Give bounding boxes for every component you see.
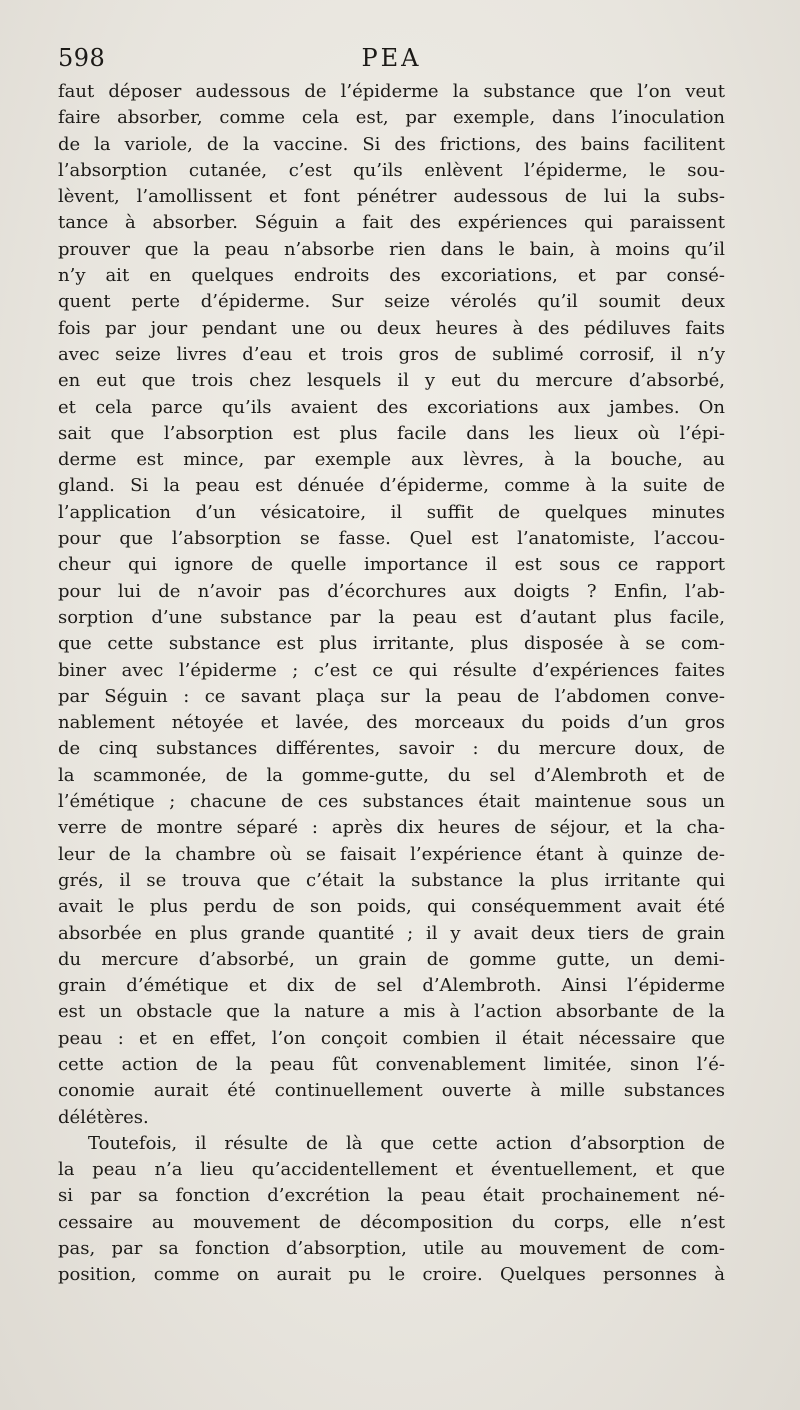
- text-line: absorbée en plus grande quantité ; il y avait deux tiers de grain: [58, 922, 725, 944]
- text-line: pas, par sa fonction d’absorption, utile au mouvement de com-: [58, 1238, 725, 1260]
- text-line: peau : et en effet, l’on conçoit combien il était nécessaire que: [58, 1027, 725, 1049]
- text-line: par Séguin : ce savant plaça sur la peau de l’abdomen conve-: [58, 685, 725, 707]
- text-line: position, comme on aurait pu le croire. Quelques personnes à: [58, 1264, 725, 1286]
- page-number: 598: [58, 44, 106, 72]
- text-line: cessaire au mouvement de décomposition du corps, elle n’est: [58, 1211, 725, 1233]
- text-line: et cela parce qu’ils avaient des excoriations aux jambes. On: [58, 396, 725, 418]
- text-line: la peau n’a lieu qu’accidentellement et éventuellement, et que: [58, 1159, 725, 1181]
- text-line: leur de la chambre où se faisait l’expérience étant à quinze de-: [58, 843, 725, 865]
- text-line: est un obstacle que la nature a mis à l’action absorbante de la: [58, 1001, 725, 1023]
- text-line: gland. Si la peau est dénuée d’épiderme, comme à la suite de: [58, 475, 725, 497]
- text-line: faire absorber, comme cela est, par exemple, dans l’inoculation: [58, 107, 725, 129]
- text-line: pour que l’absorption se fasse. Quel est l’anatomiste, l’accou-: [58, 528, 725, 550]
- text-line: verre de montre séparé : après dix heures de séjour, et la cha-: [58, 817, 725, 839]
- text-line: sorption d’une substance par la peau est d’autant plus facile,: [58, 606, 725, 628]
- running-head: PEA: [361, 44, 422, 72]
- text-line: en eut que trois chez lesquels il y eut du mercure d’absorbé,: [58, 370, 725, 392]
- page-header: [58, 44, 725, 78]
- text-line: nablement nétoyée et lavée, des morceaux du poids d’un gros: [58, 712, 725, 734]
- text-line: l’absorption cutanée, c’est qu’ils enlèvent l’épiderme, le sou-: [58, 159, 725, 181]
- text-line: derme est mince, par exemple aux lèvres, à la bouche, au: [58, 449, 725, 471]
- text-line: tance à absorber. Séguin a fait des expériences qui paraissent: [58, 212, 725, 234]
- text-line: que cette substance est plus irritante, plus disposée à se com-: [58, 633, 725, 655]
- text-line: de cinq substances différentes, savoir : du mercure doux, de: [58, 738, 725, 760]
- text-line: cette action de la peau fût convenablement limitée, sinon l’é-: [58, 1053, 725, 1075]
- text-line: grés, il se trouva que c’était la substance la plus irritante qui: [58, 869, 725, 891]
- text-line: cheur qui ignore de quelle importance il est sous ce rapport: [58, 554, 725, 576]
- text-line: avait le plus perdu de son poids, qui conséquemment avait été: [58, 896, 725, 918]
- text-line: avec seize livres d’eau et trois gros de sublimé corrosif, il n’y: [58, 343, 725, 365]
- text-line: fois par jour pendant une ou deux heures à des pédiluves faits: [58, 317, 725, 339]
- paragraph: [58, 1131, 725, 1289]
- text-line: l’application d’un vésicatoire, il suffit de quelques minutes: [58, 501, 725, 523]
- text-line: pour lui de n’avoir pas d’écorchures aux doigts ? Enfin, l’ab-: [58, 580, 725, 602]
- text-line: sait que l’absorption est plus facile dans les lieux où l’épi-: [58, 422, 725, 444]
- text-line: si par sa fonction d’excrétion la peau était prochainement né-: [58, 1185, 725, 1207]
- text-line: quent perte d’épiderme. Sur seize vérolés qu’il soumit deux: [58, 291, 725, 313]
- text-line: prouver que la peau n’absorbe rien dans le bain, à moins qu’il: [58, 238, 725, 260]
- text-line: la scammonée, de la gomme-gutte, du sel d’Alembroth et de: [58, 764, 725, 786]
- text-line: faut déposer audessous de l’épiderme la substance que l’on veut: [58, 81, 725, 102]
- text-line: n’y ait en quelques endroits des excoriations, et par consé-: [58, 265, 725, 287]
- text-line: biner avec l’épiderme ; c’est ce qui résulte d’expériences faites: [58, 659, 725, 681]
- text-line: délétères.: [58, 1106, 149, 1128]
- text-line: du mercure d’absorbé, un grain de gomme gutte, un demi-: [58, 948, 725, 970]
- text-line: grain d’émétique et dix de sel d’Alembroth. Ainsi l’épiderme: [58, 975, 725, 997]
- body-text: [58, 79, 725, 1289]
- text-line: lèvent, l’amollissent et font pénétrer audessous de lui la subs-: [58, 186, 725, 208]
- text-line: de la variole, de la vaccine. Si des frictions, des bains facilitent: [58, 133, 725, 155]
- text-line: Toutefois, il résulte de là que cette action d’absorption de: [88, 1132, 725, 1154]
- paragraph: [58, 79, 725, 1131]
- text-line: l’émétique ; chacune de ces substances était maintenue sous un: [58, 791, 725, 813]
- text-line: conomie aurait été continuellement ouverte à mille substances: [58, 1080, 725, 1102]
